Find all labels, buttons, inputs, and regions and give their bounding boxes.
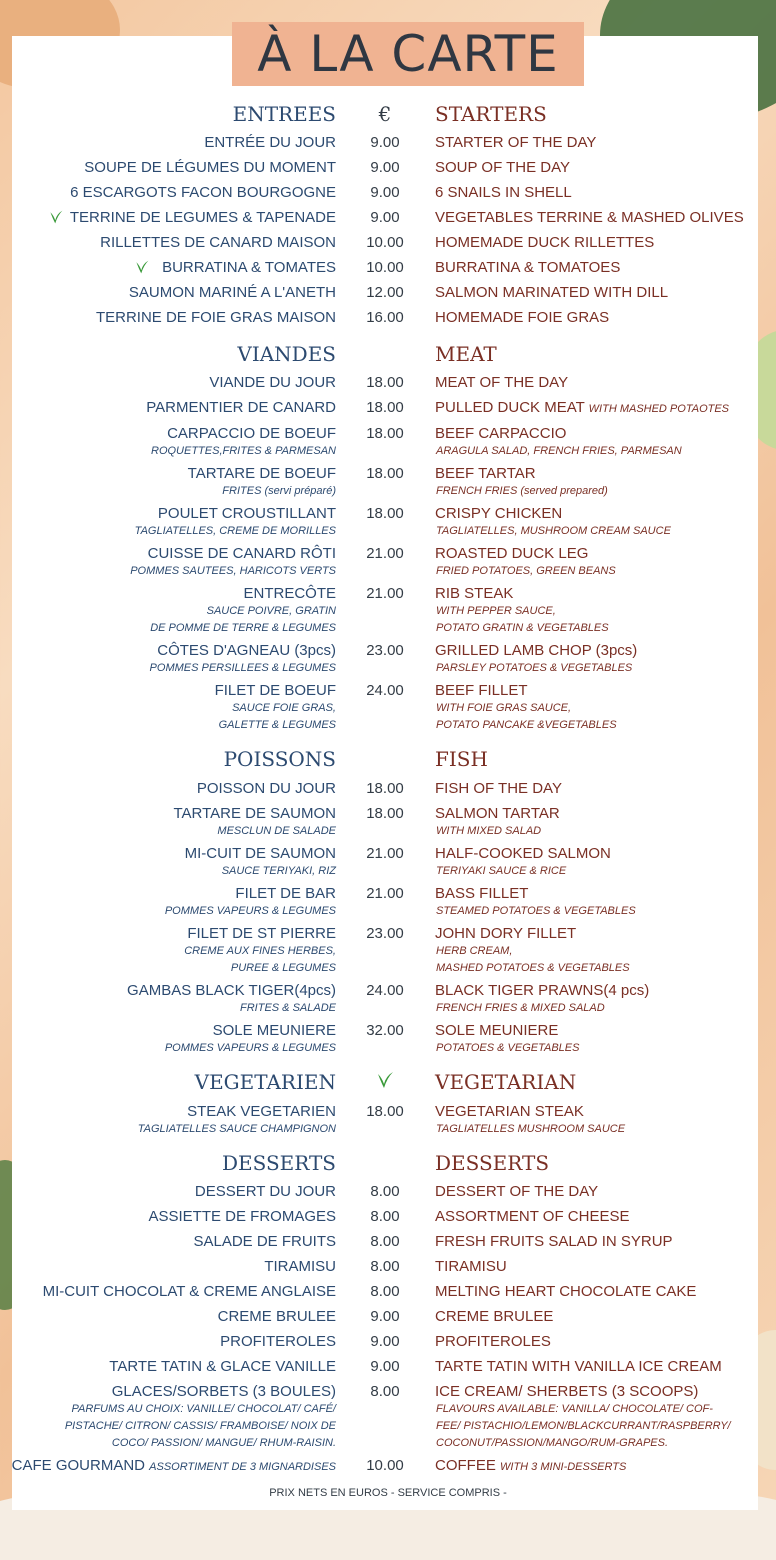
dish-price: 18.00 xyxy=(366,374,404,391)
dish-name-fr xyxy=(12,1457,336,1474)
dish-name-fr-text: CAFE GOURMAND xyxy=(11,1457,145,1474)
dish-name-en: DESSERT OF THE DAY xyxy=(435,1183,599,1200)
dish-name-en xyxy=(435,1457,626,1474)
dish-name-en: 6 SNAILS IN SHELL xyxy=(435,184,572,201)
dish-description-fr: MESCLUN DE SALADE xyxy=(217,825,336,837)
dish-price: 8.00 xyxy=(370,1383,400,1400)
dish-name-fr: TERRINE DE FOIE GRAS MAISON xyxy=(95,309,336,326)
dish-name-en: TIRAMISU xyxy=(435,1258,507,1275)
dish-name-en: SALMON TARTAR xyxy=(435,805,560,822)
dish-price: 18.00 xyxy=(366,465,404,482)
dish-price: 10.00 xyxy=(366,1457,404,1474)
dish-name-fr: ASSIETTE DE FROMAGES xyxy=(148,1208,336,1225)
dish-price: 8.00 xyxy=(370,1208,400,1225)
dish-price: 9.00 xyxy=(370,184,400,201)
dish-price: 12.00 xyxy=(366,284,404,301)
dish-name-en: VEGETARIAN STEAK xyxy=(435,1103,584,1120)
dish-description-fr: DE POMME DE TERRE & LEGUMES xyxy=(150,622,336,634)
dish-description-en: FLAVOURS AVAILABLE: VANILLA/ CHOCOLATE/ COF- xyxy=(436,1403,713,1415)
section-header-en: VEGETARIAN xyxy=(435,1070,577,1094)
dish-name-fr: STEAK VEGETARIEN xyxy=(187,1103,336,1120)
dish-price: 21.00 xyxy=(366,845,404,862)
dish-price: 21.00 xyxy=(366,545,404,562)
dish-description-fr: FRITES (servi préparé) xyxy=(222,485,336,497)
dish-name-fr: TERRINE DE LEGUMES & TAPENADE xyxy=(69,209,336,226)
dish-description-fr: CREME AUX FINES HERBES, xyxy=(184,945,336,957)
dish-name-fr: ENTRECÔTE xyxy=(243,585,336,602)
dish-price: 8.00 xyxy=(370,1283,400,1300)
dish-name-en: SOUP OF THE DAY xyxy=(435,159,571,176)
dish-price: 23.00 xyxy=(366,925,404,942)
dish-description-fr: SAUCE FOIE GRAS, xyxy=(232,702,336,714)
dish-name-en: JOHN DORY FILLET xyxy=(435,925,577,942)
dish-name-fr: POISSON DU JOUR xyxy=(196,780,336,797)
dish-name-en: SOLE MEUNIERE xyxy=(435,1022,559,1039)
dish-name-fr: SAUMON MARINÉ A L'ANETH xyxy=(128,284,336,301)
dish-description-fr: COCO/ PASSION/ MANGUE/ RHUM-RAISIN. xyxy=(111,1437,336,1449)
dish-name-fr: CARPACCIO DE BOEUF xyxy=(167,425,336,442)
dish-name-fr: TARTARE DE SAUMON xyxy=(173,805,336,822)
vegetarian-leaf-icon xyxy=(375,1070,395,1090)
dish-description-en: HERB CREAM, xyxy=(436,945,513,957)
dish-price: 32.00 xyxy=(366,1022,404,1039)
dish-description-inline-fr: ASSORTIMENT DE 3 MIGNARDISES xyxy=(149,1461,336,1473)
dish-price: 18.00 xyxy=(366,805,404,822)
dish-description-fr: GALETTE & LEGUMES xyxy=(218,719,336,731)
dish-description-fr: PUREE & LEGUMES xyxy=(230,962,336,974)
section-header-en: DESSERTS xyxy=(435,1151,550,1175)
dish-name-en: ICE CREAM/ SHERBETS (3 SCOOPS) xyxy=(435,1383,699,1400)
dish-price: 21.00 xyxy=(366,585,404,602)
dish-price: 24.00 xyxy=(366,682,404,699)
dish-description-en: PARSLEY POTATOES & VEGETABLES xyxy=(436,662,633,674)
dish-name-fr: CUISSE DE CANARD RÔTI xyxy=(147,545,336,562)
dish-price: 9.00 xyxy=(370,1358,400,1375)
vegetarian-leaf-icon xyxy=(48,209,64,225)
dish-description-fr: ROQUETTES,FRITES & PARMESAN xyxy=(151,445,336,457)
section-header-fr: DESSERTS xyxy=(221,1151,336,1175)
dish-price: 18.00 xyxy=(366,505,404,522)
dish-price: 9.00 xyxy=(370,134,400,151)
dish-name-en: MEAT OF THE DAY xyxy=(435,374,569,391)
dish-description-fr: PARFUMS AU CHOIX: VANILLE/ CHOCOLAT/ CAFÉ/ xyxy=(71,1403,336,1415)
dish-price: 9.00 xyxy=(370,1308,400,1325)
page-title: À LA CARTE xyxy=(257,25,559,83)
dish-description-inline-en: WITH 3 MINI-DESSERTS xyxy=(500,1461,627,1473)
dish-description-fr: POMMES SAUTEES, HARICOTS VERTS xyxy=(130,565,336,577)
dish-description-fr: POMMES VAPEURS & LEGUMES xyxy=(164,905,336,917)
dish-price: 18.00 xyxy=(366,425,404,442)
dish-name-en: CREME BRULEE xyxy=(435,1308,554,1325)
dish-description-en: TAGLIATELLES, MUSHROOM CREAM SAUCE xyxy=(436,525,671,537)
dish-name-en: HOMEMADE FOIE GRAS xyxy=(435,309,610,326)
dish-description-en: WITH PEPPER SAUCE, xyxy=(436,605,556,617)
dish-price: 18.00 xyxy=(366,1103,404,1120)
dish-name-en: HOMEMADE DUCK RILLETTES xyxy=(435,234,655,251)
dish-name-en: MELTING HEART CHOCOLATE CAKE xyxy=(435,1283,697,1300)
dish-name-en: RIB STEAK xyxy=(435,585,514,602)
section-header-fr: ENTREES xyxy=(232,102,336,126)
dish-name-fr: 6 ESCARGOTS FACON BOURGOGNE xyxy=(70,184,336,201)
dish-name-en: FRESH FRUITS SALAD IN SYRUP xyxy=(435,1233,673,1250)
dish-name-en: FISH OF THE DAY xyxy=(435,780,562,797)
dish-name-en: VEGETABLES TERRINE & MASHED OLIVES xyxy=(435,209,744,226)
dish-price: 18.00 xyxy=(366,399,404,416)
dish-description-en: POTATO PANCAKE &VEGETABLES xyxy=(436,719,617,731)
dish-description-fr: TAGLIATELLES SAUCE CHAMPIGNON xyxy=(137,1123,336,1135)
dish-name-en: BURRATINA & TOMATOES xyxy=(435,259,621,276)
dish-description-en: FRENCH FRIES & MIXED SALAD xyxy=(436,1002,605,1014)
dish-description-fr: SAUCE POIVRE, GRATIN xyxy=(206,605,336,617)
dish-name-fr: CÔTES D'AGNEAU (3pcs) xyxy=(157,642,336,659)
dish-description-en: POTATOES & VEGETABLES xyxy=(436,1042,580,1054)
section-header-fr: POISSONS xyxy=(223,747,336,771)
dish-name-fr: FILET DE BOEUF xyxy=(214,682,336,699)
dish-description-en: WITH MIXED SALAD xyxy=(436,825,542,837)
section-header-fr: VEGETARIEN xyxy=(194,1070,336,1094)
dish-name-fr: TIRAMISU xyxy=(264,1258,336,1275)
dish-name-en: HALF-COOKED SALMON xyxy=(435,845,611,862)
dish-description-fr: POMMES VAPEURS & LEGUMES xyxy=(164,1042,336,1054)
dish-name-fr: TARTE TATIN & GLACE VANILLE xyxy=(109,1358,336,1375)
dish-description-en: FRIED POTATOES, GREEN BEANS xyxy=(436,565,616,577)
footer-note: PRIX NETS EN EUROS - SERVICE COMPRIS - xyxy=(269,1487,507,1499)
dish-description-en: COCONUT/PASSION/MANGO/RUM-GRAPES. xyxy=(436,1437,669,1449)
dish-price: 8.00 xyxy=(370,1233,400,1250)
dish-name-en-text: COFFEE xyxy=(435,1457,496,1474)
dish-name-fr: PARMENTIER DE CANARD xyxy=(146,399,336,416)
dish-name-fr: MI-CUIT CHOCOLAT & CREME ANGLAISE xyxy=(42,1283,336,1300)
dish-price: 8.00 xyxy=(370,1183,400,1200)
dish-name-en: STARTER OF THE DAY xyxy=(435,134,597,151)
dish-name-en: TARTE TATIN WITH VANILLA ICE CREAM xyxy=(435,1358,722,1375)
section-header-en: STARTERS xyxy=(435,102,547,126)
dish-name-fr: SOLE MEUNIERE xyxy=(212,1022,336,1039)
dish-description-fr: TAGLIATELLES, CREME DE MORILLES xyxy=(134,525,336,537)
dish-name-fr: DESSERT DU JOUR xyxy=(194,1183,336,1200)
dish-description-en: TERIYAKI SAUCE & RICE xyxy=(436,865,567,877)
dish-price: 10.00 xyxy=(366,234,404,251)
dish-description-en: TAGLIATELLES MUSHROOM SAUCE xyxy=(436,1123,626,1135)
dish-name-fr: VIANDE DU JOUR xyxy=(209,374,336,391)
dish-description-fr: FRITES & SALADE xyxy=(240,1002,336,1014)
dish-price: 9.00 xyxy=(370,209,400,226)
dish-description-en: MASHED POTATOES & VEGETABLES xyxy=(436,962,630,974)
section-header-en: FISH xyxy=(435,747,488,771)
dish-description-en: FRENCH FRIES (served prepared) xyxy=(436,485,608,497)
dish-name-en: BEEF TARTAR xyxy=(435,465,536,482)
dish-price: 9.00 xyxy=(370,1333,400,1350)
dish-price: 16.00 xyxy=(366,309,404,326)
dish-description-en: FEE/ PISTACHIO/LEMON/BLACKCURRANT/RASPBERRY/ xyxy=(436,1420,731,1432)
dish-name-fr: BURRATINA & TOMATES xyxy=(162,259,336,276)
dish-name-en xyxy=(435,399,729,416)
dish-name-fr: FILET DE ST PIERRE xyxy=(187,925,336,942)
dish-name-fr: PROFITEROLES xyxy=(220,1333,336,1350)
dish-name-en: BLACK TIGER PRAWNS(4 pcs) xyxy=(435,982,650,999)
dish-name-fr: FILET DE BAR xyxy=(235,885,336,902)
section-header-fr: VIANDES xyxy=(237,342,336,366)
dish-name-en: BEEF FILLET xyxy=(435,682,528,699)
dish-price: 18.00 xyxy=(366,780,404,797)
dish-name-fr: TARTARE DE BOEUF xyxy=(187,465,336,482)
dish-name-en-text: PULLED DUCK MEAT xyxy=(435,399,585,416)
vegetarian-leaf-icon xyxy=(134,259,150,275)
dish-price: 9.00 xyxy=(370,159,400,176)
dish-price: 10.00 xyxy=(366,259,404,276)
section-header-en: MEAT xyxy=(435,342,497,366)
dish-description-fr: POMMES PERSILLEES & LEGUMES xyxy=(149,662,336,674)
dish-name-fr: MI-CUIT DE SAUMON xyxy=(184,845,336,862)
dish-name-fr: SOUPE DE LÉGUMES DU MOMENT xyxy=(84,159,336,176)
dish-description-en: STEAMED POTATOES & VEGETABLES xyxy=(436,905,636,917)
dish-name-fr: POULET CROUSTILLANT xyxy=(157,505,336,522)
dish-price: 24.00 xyxy=(366,982,404,999)
dish-description-en: WITH FOIE GRAS SAUCE, xyxy=(436,702,572,714)
dish-name-en: GRILLED LAMB CHOP (3pcs) xyxy=(435,642,638,659)
dish-price: 8.00 xyxy=(370,1258,400,1275)
dish-name-fr: GLACES/SORBETS (3 BOULES) xyxy=(111,1383,336,1400)
dish-name-fr: SALADE DE FRUITS xyxy=(193,1233,336,1250)
dish-name-en: ASSORTMENT OF CHEESE xyxy=(435,1208,630,1225)
dish-name-fr: GAMBAS BLACK TIGER(4pcs) xyxy=(127,982,336,999)
dish-name-en: ROASTED DUCK LEG xyxy=(435,545,589,562)
dish-name-en: BEEF CARPACCIO xyxy=(435,425,567,442)
dish-description-fr: SAUCE TERIYAKI, RIZ xyxy=(221,865,336,877)
dish-description-fr: PISTACHE/ CITRON/ CASSIS/ FRAMBOISE/ NOIX DE xyxy=(64,1420,336,1432)
dish-price: 21.00 xyxy=(366,885,404,902)
currency-header: € xyxy=(378,102,392,126)
dish-name-en: PROFITEROLES xyxy=(435,1333,551,1350)
dish-price: 23.00 xyxy=(366,642,404,659)
dish-description-inline-en: WITH MASHED POTAOTES xyxy=(588,403,730,415)
dish-name-en: SALMON MARINATED WITH DILL xyxy=(435,284,669,301)
dish-name-en: BASS FILLET xyxy=(435,885,529,902)
dish-description-en: ARAGULA SALAD, FRENCH FRIES, PARMESAN xyxy=(436,445,682,457)
dish-name-fr: CREME BRULEE xyxy=(217,1308,336,1325)
dish-name-en: CRISPY CHICKEN xyxy=(435,505,563,522)
dish-description-en: POTATO GRATIN & VEGETABLES xyxy=(436,622,609,634)
dish-name-fr: RILLETTES DE CANARD MAISON xyxy=(100,234,336,251)
dish-name-fr: ENTRÉE DU JOUR xyxy=(204,134,336,151)
